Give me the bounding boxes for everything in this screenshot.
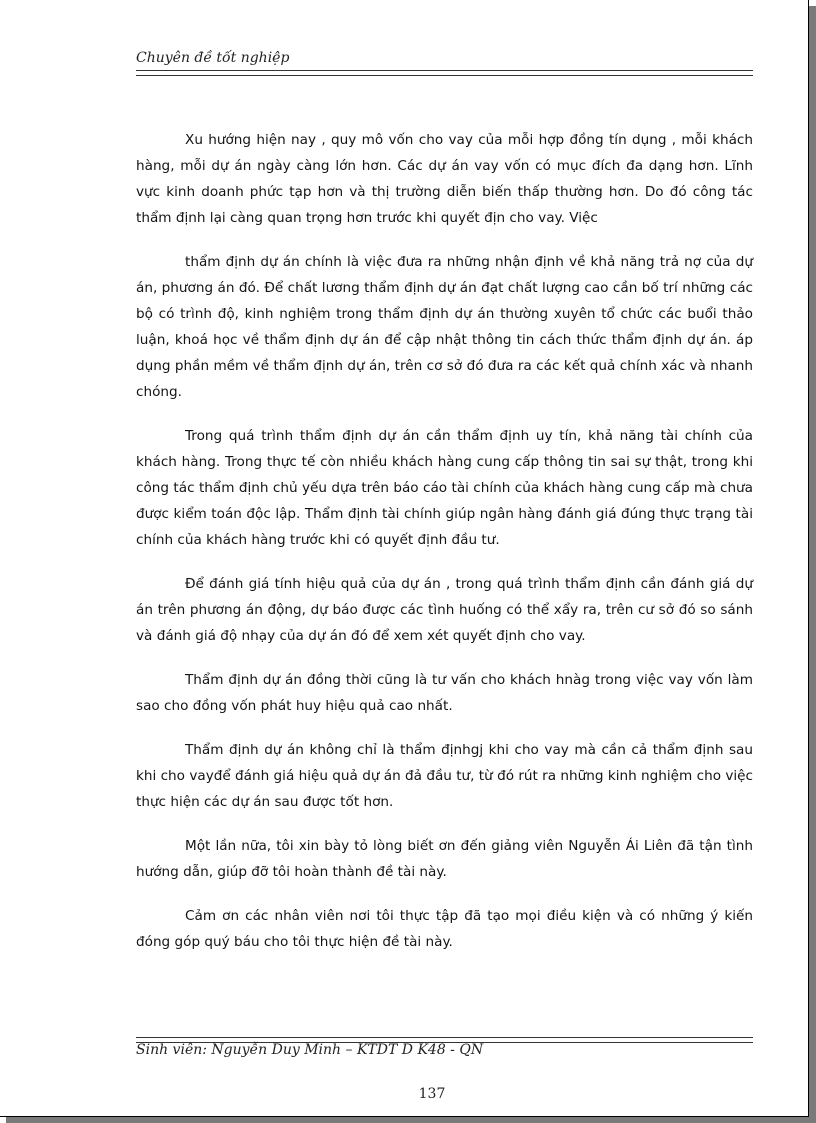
page-shadow-bottom [6,1117,816,1123]
body-text [136,127,753,973]
page-shadow-right [809,6,816,1123]
paragraph-5: Thẩm định dự án đồng thời cũng là tư vấn cho khách hnàg trong việc vay vốn làm sao cho đồng vốn phát huy hiệu quả cao nhất. [136,672,753,714]
paragraph-6: Thẩm định dự án không chỉ là thẩm địnhgj khi cho vay mà cần cả thẩm định sau khi cho vayđể đánh giá hiệu quả dự án đả đầu tư, từ đó rút ra những kinh nghiệm cho việc thực hiện các dự án sau được tốt hơn. [136,742,753,810]
paragraph-2: thẩm định dự án chính là việc đưa ra những nhận định về khả năng trả nợ của dự án, phương án đó. Để chất lương thẩm định dự án đạt chất lượng cao cần bố trí những các bộ có trình độ, kinh nghiệm trong thẩm định dự án thường xuyên tổ chức các buổi thảo luận, khoá học về thẩm định dự án để cập nhật thông tin cách thức thẩm định dự án. áp dụng phần mềm về thẩm định dự án, trên cơ sở đó đưa ra các kết quả chính xác và nhanh chóng. [136,254,753,400]
paragraph-4: Để đánh giá tính hiệu quả của dự án , trong quá trình thẩm định cần đánh giá dự án trên phương án động, dự báo được các tình huống có thể xẩy ra, trên cư sở đó so sánh và đánh giá độ nhạy của dự án đó để xem xét quyết định cho vay. [136,576,753,644]
paragraph-8: Cảm ơn các nhân viên nơi tôi thực tập đã tạo mọi điều kiện và có những ý kiến đóng góp quý báu cho tôi thực hiện đề tài này. [136,908,753,950]
paragraph-3: Trong quá trình thẩm định dự án cần thẩm định uy tín, khả năng tài chính của khách hàng. Trong thực tế còn nhiều khách hàng cung cấp thông tin sai sự thật, trong khi công tác thẩm định chủ yếu dựa trên báo cáo tài chính của khách hàng cung cấp mà chưa được kiểm toán độc lập. Thẩm định tài chính giúp ngân hàng đánh giá đúng thực trạng tài chính của khách hàng trước khi có quyết định đầu tư. [136,428,753,548]
paragraph-1: Xu hướng hiện nay , quy mô vốn cho vay của mỗi hợp đồng tín dụng , mỗi khách hàng, mỗi dự án ngày càng lớn hơn. Các dự án vay vốn có mục đích đa dạng hơn. Lĩnh vực kinh doanh phức tạp hơn và thị trường diễn biến thấp thường hơn. Do đó công tác thẩm định lại càng quan trọng hơn trước khi quyết địn cho vay. Việc [136,132,753,226]
header-divider [136,70,753,76]
page-number: 137 [418,1086,446,1102]
footer-student-info: Sinh viên: Nguyễn Duy Minh – KTDT D K48 - QN [136,1042,484,1058]
paragraph-7: Một lần nữa, tôi xin bày tỏ lòng biết ơn đến giảng viên Nguyễn Ái Liên đã tận tình hướng dẫn, giúp đỡ tôi hoàn thành đề tài này. [136,838,753,880]
header-title: Chuyên đề tốt nghiệp [136,50,290,66]
